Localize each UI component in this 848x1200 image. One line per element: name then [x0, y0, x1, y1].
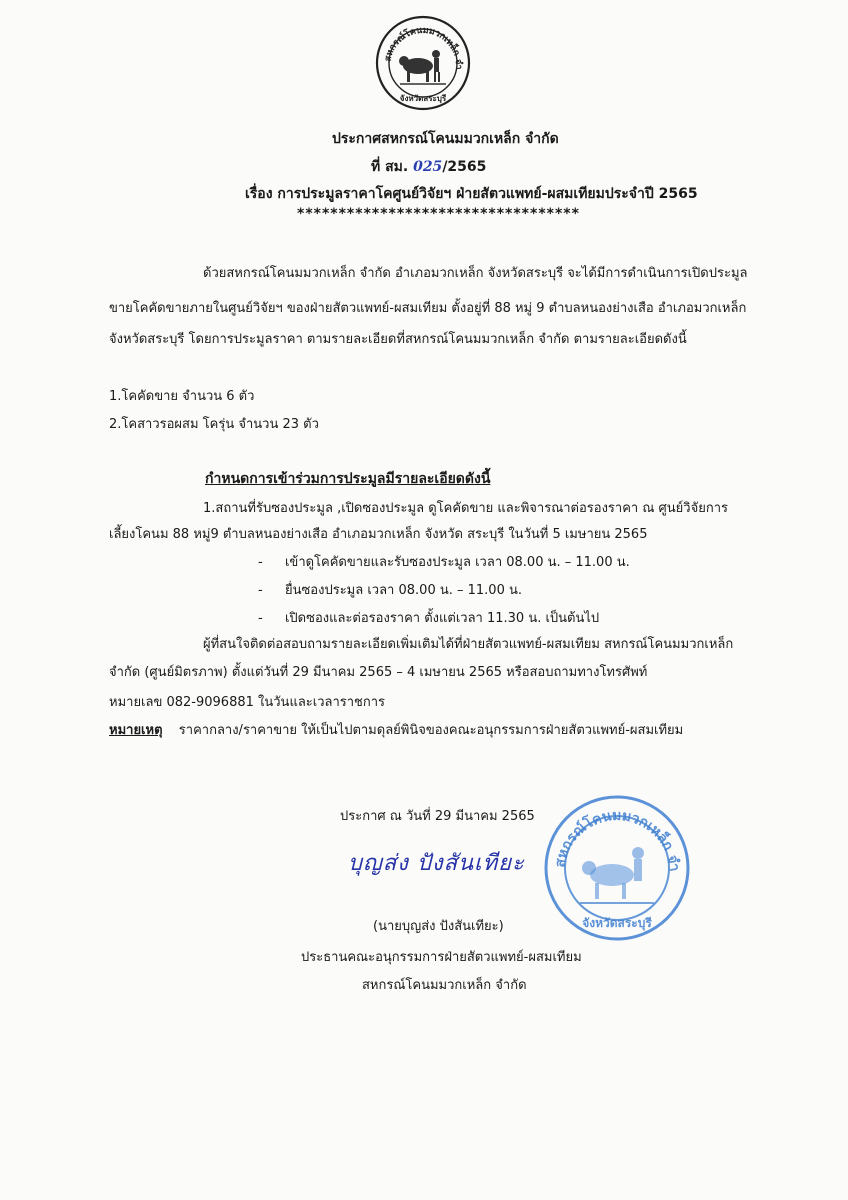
stamp-emblem-icon	[542, 793, 692, 943]
doc-number-suffix: /2565	[442, 159, 487, 175]
terms-p1-line-1: 1.สถานที่รับซองประมูล ,เปิดซองประมูล ดูโคคัดขาย และพิจารณาต่อรองราคา ณ ศูนย์วิจัยการ	[203, 501, 728, 516]
list-item: 1.โคคัดขาย จำนวน 6 ตัว	[109, 389, 255, 404]
terms-heading: กำหนดการเข้าร่วมการประมูลมีรายละเอียดดังนี้	[205, 471, 491, 487]
seal-bottom-text: จังหวัดสระบุรี	[399, 94, 447, 103]
signer-org: สหกรณ์โคนมมวกเหล็ก จำกัด	[362, 978, 527, 993]
bullet-mark: -	[258, 583, 263, 598]
doc-number	[371, 156, 486, 178]
contact-line-3: หมายเลข 082-9096881 ในวันและเวลาราชการ	[109, 695, 386, 710]
bullet-item	[258, 607, 599, 628]
bullet-mark: -	[258, 555, 263, 570]
svg-text:สหกรณ์โคนมมวกเหล็ก จำกัด	[542, 793, 682, 873]
note	[109, 719, 683, 740]
stamp-ring-text: สหกรณ์โคนมมวกเหล็ก จำ	[552, 807, 683, 873]
terms-p1-line-2: เลี้ยงโคนม 88 หมู่9 ตำบลหนองย่างเสือ อำเภอมวกเหล็ก จังหวัด สระบุรี ในวันที่ 5 เมษายน 2565	[109, 527, 648, 542]
doc-number-handwritten: 025	[413, 159, 443, 175]
intro-line-2: ขายโคคัดขายภายในศูนย์วิจัยฯ ของฝ่ายสัตวแพทย์-ผสมเทียม ตั้งอยู่ที่ 88 หมู่ 9 ตำบลหนองย่างเสือ อำเภอมวกเหล็ก	[109, 301, 747, 316]
bullet-text: เข้าดูโคคัดขายและรับซองประมูล เวลา 08.00 น. – 11.00 น.	[284, 555, 630, 570]
doc-number-prefix: ที่ สม.	[371, 159, 409, 175]
intro-line-3: จังหวัดสระบุรี โดยการประมูลราคา ตามรายละเอียดที่สหกรณ์โคนมมวกเหล็ก จำกัด ตามรายละเอียดดังนี้	[109, 332, 687, 347]
seal-emblem-icon	[374, 14, 472, 112]
doc-title: ประกาศสหกรณ์โคนมมวกเหล็ก จำกัด	[332, 131, 559, 147]
seal-ring-text: สหกรณ์โคนมมวกเหล็ก จำ	[383, 25, 464, 70]
contact-line-1: ผู้ที่สนใจติดต่อสอบถามรายละเอียดเพิ่มเติมได้ที่ฝ่ายสัตวแพทย์-ผสมเทียม สหกรณ์โคนมมวกเหล็ก	[203, 637, 734, 652]
signer-name: (นายบุญส่ง ปังสันเทียะ)	[373, 919, 504, 934]
list-item: 2.โคสาวรอผสม โครุ่น จำนวน 23 ตัว	[109, 417, 319, 432]
top-seal	[374, 14, 472, 112]
intro-line-1: ด้วยสหกรณ์โคนมมวกเหล็ก จำกัด อำเภอมวกเหล็ก จังหวัดสระบุรี จะได้มีการดำเนินการเปิดประมูล	[203, 266, 748, 281]
signer-position: ประธานคณะอนุกรรมการฝ่ายสัตวแพทย์-ผสมเทียม	[301, 950, 582, 965]
bullet-item	[258, 579, 522, 600]
star-divider: **********************************	[297, 206, 580, 222]
bullet-mark: -	[258, 611, 263, 626]
contact-line-2: จำกัด (ศูนย์มิตรภาพ) ตั้งแต่วันที่ 29 มีนาคม 2565 – 4 เมษายน 2565 หรือสอบถามทางโทรศัพท์	[109, 665, 648, 680]
note-text: ราคากลาง/ราคาขาย ให้เป็นไปตามดุลย์พินิจของคณะอนุกรรมการฝ่ายสัตวแพทย์-ผสมเทียม	[178, 723, 684, 738]
announce-date: ประกาศ ณ วันที่ 29 มีนาคม 2565	[340, 809, 535, 824]
doc-subject: เรื่อง การประมูลราคาโคศูนย์วิจัยฯ ฝ่ายสัตวแพทย์-ผสมเทียมประจำปี 2565	[245, 186, 698, 202]
stamp-bottom-text: จังหวัดสระบุรี	[582, 916, 652, 930]
note-label: หมายเหตุ	[109, 723, 163, 738]
signature: บุญส่ง ปังสันเทียะ	[348, 851, 525, 876]
bullet-text: ยื่นซองประมูล เวลา 08.00 น. – 11.00 น.	[284, 583, 522, 598]
blue-stamp	[542, 793, 692, 943]
bullet-item	[258, 551, 630, 572]
bullet-text: เปิดซองและต่อรองราคา ตั้งแต่เวลา 11.30 น. เป็นต้นไป	[284, 611, 600, 626]
